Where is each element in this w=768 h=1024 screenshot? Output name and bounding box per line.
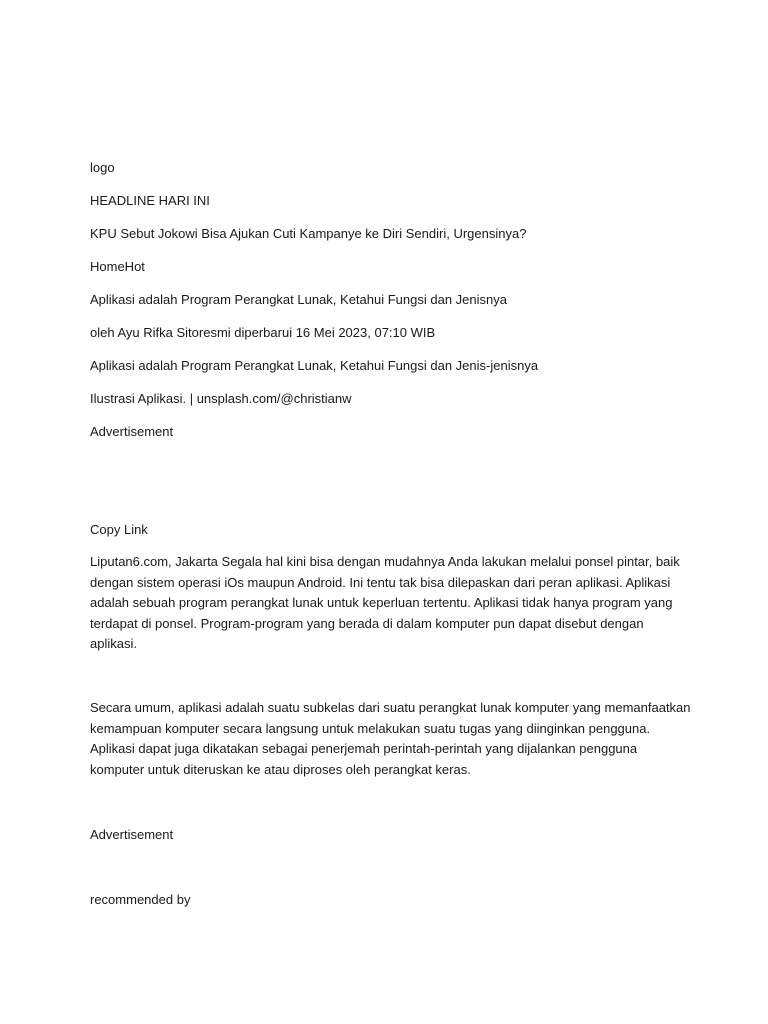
nav-breadcrumb[interactable]: HomeHot <box>90 259 145 274</box>
article-title: Aplikasi adalah Program Perangkat Lunak, Ketahui Fungsi dan Jenisnya <box>90 292 507 307</box>
image-caption: Ilustrasi Aplikasi. | unsplash.com/@christianw <box>90 391 352 406</box>
article-paragraph-1 <box>90 552 690 655</box>
paragraph-line: Aplikasi dapat juga dikatakan sebagai penerjemah perintah-perintah yang dijalankan pengguna <box>90 741 638 757</box>
recommended-by-label: recommended by <box>90 892 191 907</box>
paragraph-line: aplikasi. <box>90 636 137 652</box>
paragraph-line: Secara umum, aplikasi adalah suatu subkelas dari suatu perangkat lunak komputer yang memanfaatkan <box>90 700 691 715</box>
image-alt-text: Aplikasi adalah Program Perangkat Lunak, Ketahui Fungsi dan Jenis-jenisnya <box>90 358 539 373</box>
section-label: HEADLINE HARI INI <box>90 193 210 208</box>
advertisement-label: Advertisement <box>90 827 174 842</box>
paragraph-line: terdapat di ponsel. Program-program yang berada di dalam komputer pun dapat disebut dengan <box>90 615 644 631</box>
paragraph-line: komputer untuk diteruskan ke atau diproses oleh perangkat keras. <box>90 761 471 777</box>
advertisement-label: Advertisement <box>90 424 174 439</box>
paragraph-line: Liputan6.com, Jakarta Segala hal kini bisa dengan mudahnya Anda lakukan melalui ponsel pintar, baik <box>90 554 680 569</box>
paragraph-line: dengan sistem operasi iOs maupun Android. Ini tentu tak bisa dilepaskan dari peran aplikasi. Aplikasi <box>90 574 671 590</box>
paragraph-line: adalah sebuah program perangkat lunak untuk keperluan tertentu. Aplikasi tidak hanya program yang <box>90 595 673 611</box>
copy-link-button[interactable]: Copy Link <box>90 522 148 537</box>
byline: oleh Ayu Rifka Sitoresmi diperbarui 16 Mei 2023, 07:10 WIB <box>90 325 436 340</box>
headline-link[interactable]: KPU Sebut Jokowi Bisa Ajukan Cuti Kampanye ke Diri Sendiri, Urgensinya? <box>90 226 527 241</box>
logo: logo <box>90 160 115 175</box>
paragraph-line: kemampuan komputer secara langsung untuk melakukan suatu tugas yang diinginkan pengguna. <box>90 720 651 736</box>
article-paragraph-2 <box>90 698 690 780</box>
